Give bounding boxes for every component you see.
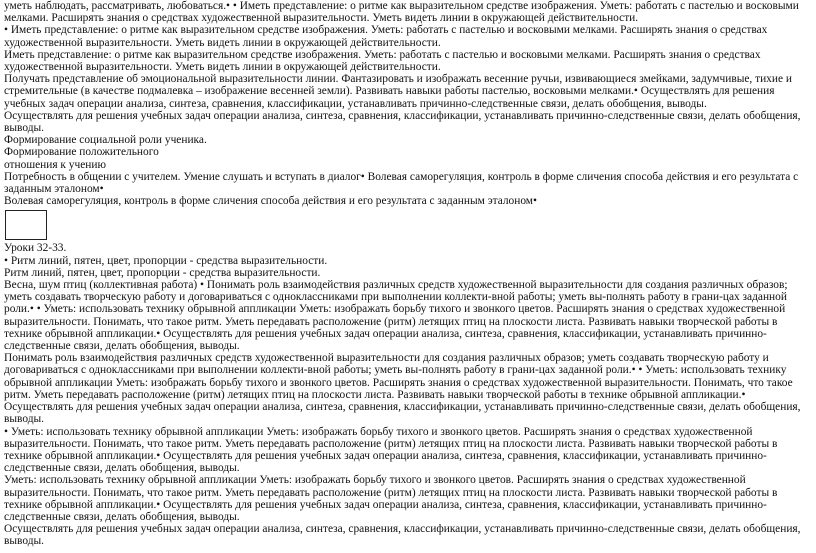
paragraph: Осуществлять для решения учебных задач операции анализа, синтеза, сравнения, классификации, устанавливать причинно-следственные связи, делать обобщения, выводы. [4,109,801,135]
paragraph: Иметь представление: о ритме как выразительном средстве изображения. Уметь: работать с пастелью и восковыми мелками. Расширять знания о средствах художественной выразительности. Уметь видеть линии в окружающей действительности. [4,48,761,74]
paragraph: • Уметь: использовать технику обрывной аппликации Уметь: изображать борьбу тихого и звонкого цветов. Расширять знания о средствах художественной выразительности. Понимать, что такое ритм. Уметь передавать расположение (ритм) летящих птиц на плоскости листа. Развивать навыки творческой работы в технике обрывной аппликации.• Осуществлять для решения учебных задач операции анализа, синтеза, сравнения, классификации, устанавливать причинно-следственные связи, делать обобщения, выводы. [4,425,778,475]
paragraph: Получать представление об эмоциональной выразительности линии. Фантазировать и изображать весенние ручьи, извивающиеся змейками, задумчивые, тихие и стремительные (в качестве подмалевка – изображение весенней земли). Развивать навыки работы пастелью, восковыми мелками.• Осуществлять для решения учебных задач операции анализа, синтеза, сравнения, классификации, устанавливать причинно-следственные связи, делать обобщения, выводы. [4,73,792,110]
empty-table-cell [5,210,47,240]
paragraph: Уметь: использовать технику обрывной аппликации Уметь: изображать борьбу тихого и звонкого цветов. Расширять знания о средствах художественной выразительности. Понимать, что такое ритм. Уметь передавать расположение (ритм) летящих птиц на плоскости листа. Развивать навыки творческой работы в технике обрывной аппликации.• Осуществлять для решения учебных задач операции анализа, синтеза, сравнения, классификации, устанавливать причинно-следственные связи, делать обобщения, выводы. [4,474,778,523]
paragraph: • Ритм линий, пятен, цвет, пропорции - средства выразительности. [4,254,328,267]
paragraph: • Иметь представление: о ритме как выразительном средстве изображения. Уметь: работать с пастелью и восковыми мелками. Расширять знания о средствах художественной выразительности. Уметь видеть линии в окружающей действительности. [4,24,768,49]
paragraph: Потребность в общении с учителем. Умение слушать и вступать в диалог• Волевая саморегуляция, контроль в форме сличения способа действия и его результата с заданным эталоном• [4,170,799,196]
paragraph: Ритм линий, пятен, цвет, пропорции - средства выразительности. [4,266,321,279]
paragraph: уметь наблюдать, рассматривать, любоваться.• • Иметь представление: о ритме как выразительном средстве изображения. Уметь: работать с пастелью и восковыми мелками. Расширять знания о средствах художественной выразительности. Уметь видеть линии в окружающей действительности. [4,0,799,25]
lesson-heading: Уроки 32-33. [4,242,67,255]
paragraph: Весна, шум птиц (коллективная работа) • Понимать роль взаимодействия различных средств художественной выразительности для создания различных образов; уметь создавать творческую работу и договариваться с одноклассниками при выполнении коллекти-вной работы; уметь вы-полнять работу в грани-цах заданной роли.• • Уметь: использовать технику обрывной аппликации Уметь: изображать борьбу тихого и звонкого цветов. Расширять знания о средствах художественной выразительности. Понимать, что такое ритм. Уметь передавать расположение (ритм) летящих птиц на плоскости листа. Развивать навыки творческой работы в технике обрывной аппликации.• Осуществлять для решения учебных задач операции анализа, синтеза, сравнения, классификации, устанавливать причинно-следственные связи, делать обобщения, выводы. [4,279,788,353]
paragraph: Осуществлять для решения учебных задач операции анализа, синтеза, сравнения, классификации, устанавливать причинно-следственные связи, делать обобщения, выводы. [4,523,801,548]
paragraph: отношения к учению [4,158,106,171]
paragraph: Волевая саморегуляция, контроль в форме сличения способа действия и его результата с заданным эталоном• [4,195,537,208]
paragraph: Формирование социальной роли ученика. [4,134,207,147]
paragraph: Понимать роль взаимодействия различных средств художественной выразительности для создания различных образов; уметь создавать творческую работу и договариваться с одноклассниками при выполнении коллекти-вной работы; уметь вы-полнять работу в грани-цах заданной роли.• • Уметь: использовать технику обрывной аппликации Уметь: изображать борьбу тихого и звонкого цветов. Расширять знания о средствах художественной выразительности. Понимать, что такое ритм. Уметь передавать расположение (ритм) летящих птиц на плоскости листа. Развивать навыки творческой работы в технике обрывной аппликации.• Осуществлять для решения учебных задач операции анализа, синтеза, сравнения, классификации, устанавливать причинно-следственные связи, делать обобщения, выводы. [4,352,801,426]
paragraph: Формирование положительного [4,146,159,159]
